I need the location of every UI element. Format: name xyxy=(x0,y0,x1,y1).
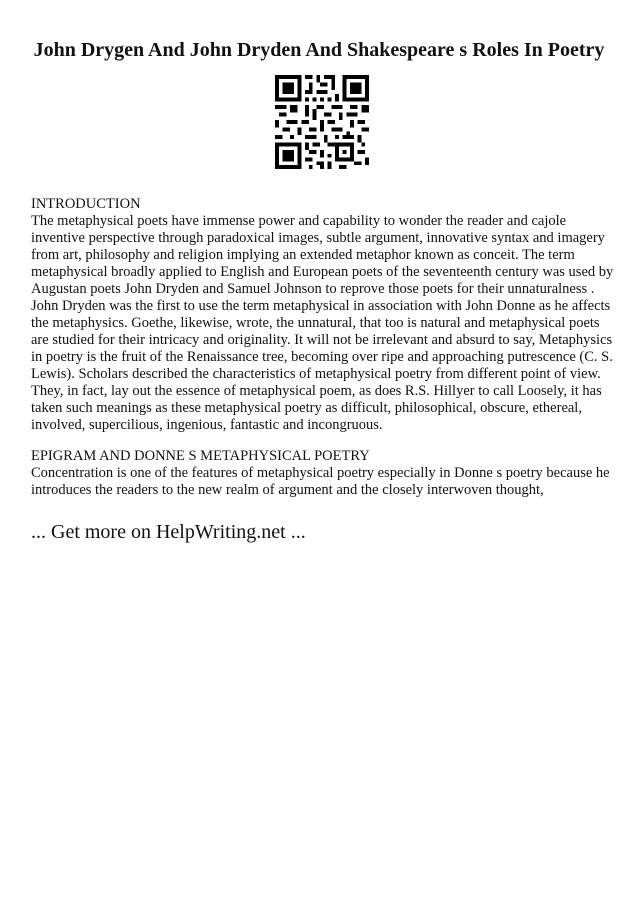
document-body xyxy=(31,196,617,544)
section-body-epigram: Concentration is one of the features of metaphysical poetry especially in Donne s poetry because he introduces the readers to the new realm of argument and the closely interwoven thought, xyxy=(31,465,610,498)
get-more-link[interactable]: ... Get more on HelpWriting.net ... xyxy=(31,521,306,543)
document-title: John Drygen And John Dryden And Shakespeare s Roles In Poetry xyxy=(33,39,605,61)
qr-code xyxy=(275,75,369,169)
section-heading-introduction: INTRODUCTION xyxy=(31,196,141,212)
section-body-introduction: The metaphysical poets have immense power and capability to wonder the reader and cajole inventive perspective through paradoxical images, subtle argument, innovative syntax and imagery from art, philosophy and religion implying an extended metaphor known as conceit. The term metaphysical broadly applied to English and European poets of the seventeenth century was used by Augustan poets John Dryden and Samuel Johnson to reprove those poets for their unnaturalness . John Dryden was the first to use the term metaphysical in association with John Donne as he affects the metaphysics. Goethe, likewise, wrote, the unnatural, that too is natural and metaphysical poets are studied for their intricacy and originality. It will not be irrelevant and absurd to say, Metaphysics in poetry is the fruit of the Renaissance tree, becoming over ripe and approaching putrescence (C. S. Lewis). Scholars described the characteristics of metaphysical poetry from different point of view. They, in fact, lay out the essence of metaphysical poem, as does R.S. Hillyer to call Loosely, it has taken such meanings as these metaphysical poetry as difficult, philosophical, obscure, ethereal, involved, supercilious, ingenious, fantastic and incongruous. xyxy=(31,213,614,433)
section-heading-epigram: EPIGRAM AND DONNE S METAPHYSICAL POETRY xyxy=(31,448,370,464)
